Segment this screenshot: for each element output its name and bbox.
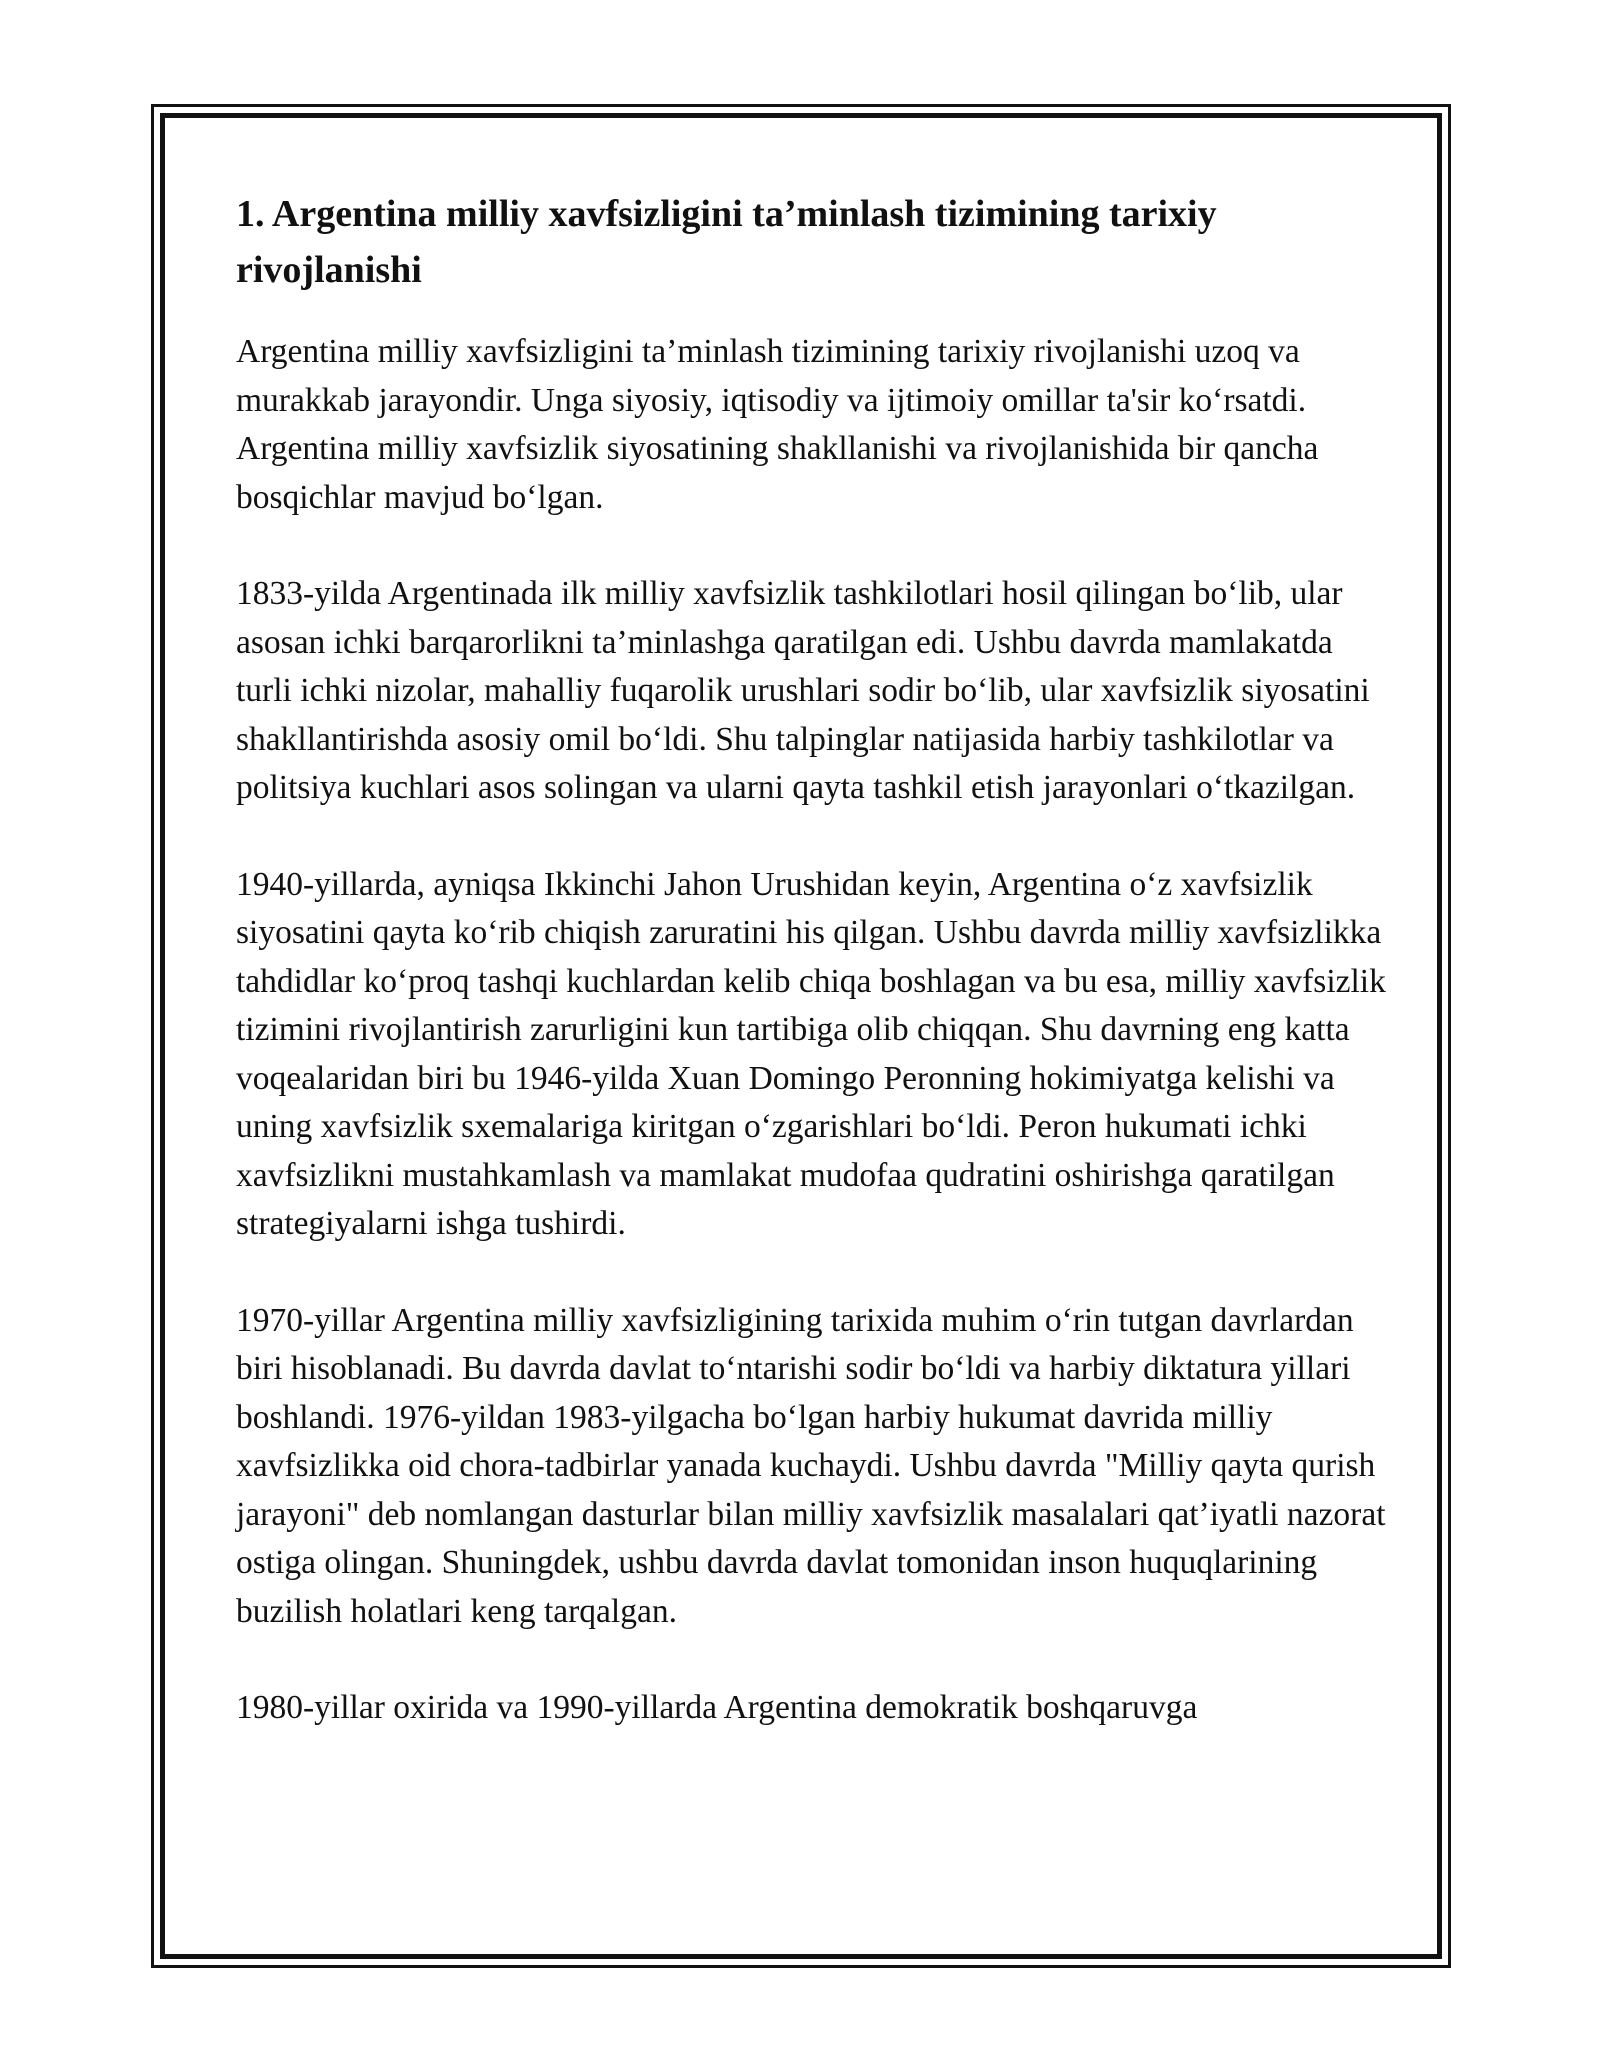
paragraph-5: 1980-yillar oxirida va 1990-yillarda Argentina demokratik boshqaruvga	[236, 1689, 1198, 1726]
document-body	[236, 186, 1386, 1781]
paragraph-4: 1970-yillar Argentina milliy xavfsizligining tarixida muhim oʻrin tutgan davrlardan biri hisoblanadi. Bu davrda davlat toʻntarishi sodir boʻldi va harbiy diktatura yillari boshlandi. 1976-yildan 1983-yilgacha boʻlgan harbiy hukumat davrida milliy xavfsizlikka oid chora-tadbirlar yanada kuchaydi. Ushbu davrda "Milliy qayta qurish jarayoni" deb nomlangan dasturlar bilan milliy xavfsizlik masalalari qat’iyatli nazorat ostiga olingan. Shuningdek, ushbu davrda davlat tomonidan inson huquqlarining buzilish holatlari keng tarqalgan.	[236, 1301, 1386, 1630]
paragraph-3: 1940-yillarda, ayniqsa Ikkinchi Jahon Urushidan keyin, Argentina oʻz xavfsizlik siyosatini qayta koʻrib chiqish zaruratini his qilgan. Ushbu davrda milliy xavfsizlikka tahdidlar koʻproq tashqi kuchlardan kelib chiqa boshlagan va bu esa, milliy xavfsizlik tizimini rivojlantirish zarurligini kun tartibiga olib chiqqan. Shu davrning eng katta voqealaridan biri bu 1946-yilda Xuan Domingo Peronning hokimiyatga kelishi va uning xavfsizlik sxemalariga kiritgan oʻzgarishlari boʻldi. Peron hukumati ichki xavfsizlikni mustahkamlash va mamlakat mudofaa qudratini oshirishga qaratilgan strategiyalarni ishga tushirdi.	[236, 865, 1386, 1242]
paragraph-1: Argentina milliy xavfsizligini ta’minlash tizimining tarixiy rivojlanishi uzoq va murakkab jarayondir. Unga siyosiy, iqtisodiy va ijtimoiy omillar ta'sir koʻrsatdi. Argentina milliy xavfsizlik siyosatining shakllanishi va rivojlanishida bir qancha bosqichlar mavjud boʻlgan.	[236, 333, 1319, 516]
section-title: 1. Argentina milliy xavfsizligini ta’minlash tizimining tarixiy rivojlanishi	[236, 193, 1217, 291]
paragraph-2: 1833-yilda Argentinada ilk milliy xavfsizlik tashkilotlari hosil qilingan boʻlib, ular asosan ichki barqarorlikni ta’minlashga qaratilgan edi. Ushbu davrda mamlakatda turli ichki nizolar, mahalliy fuqarolik urushlari sodir boʻlib, ular xavfsizlik siyosatini shakllantirishda asosiy omil boʻldi. Shu talpinglar natijasida harbiy tashkilotlar va politsiya kuchlari asos solingan va ularni qayta tashkil etish jarayonlari oʻtkazilgan.	[236, 575, 1370, 806]
